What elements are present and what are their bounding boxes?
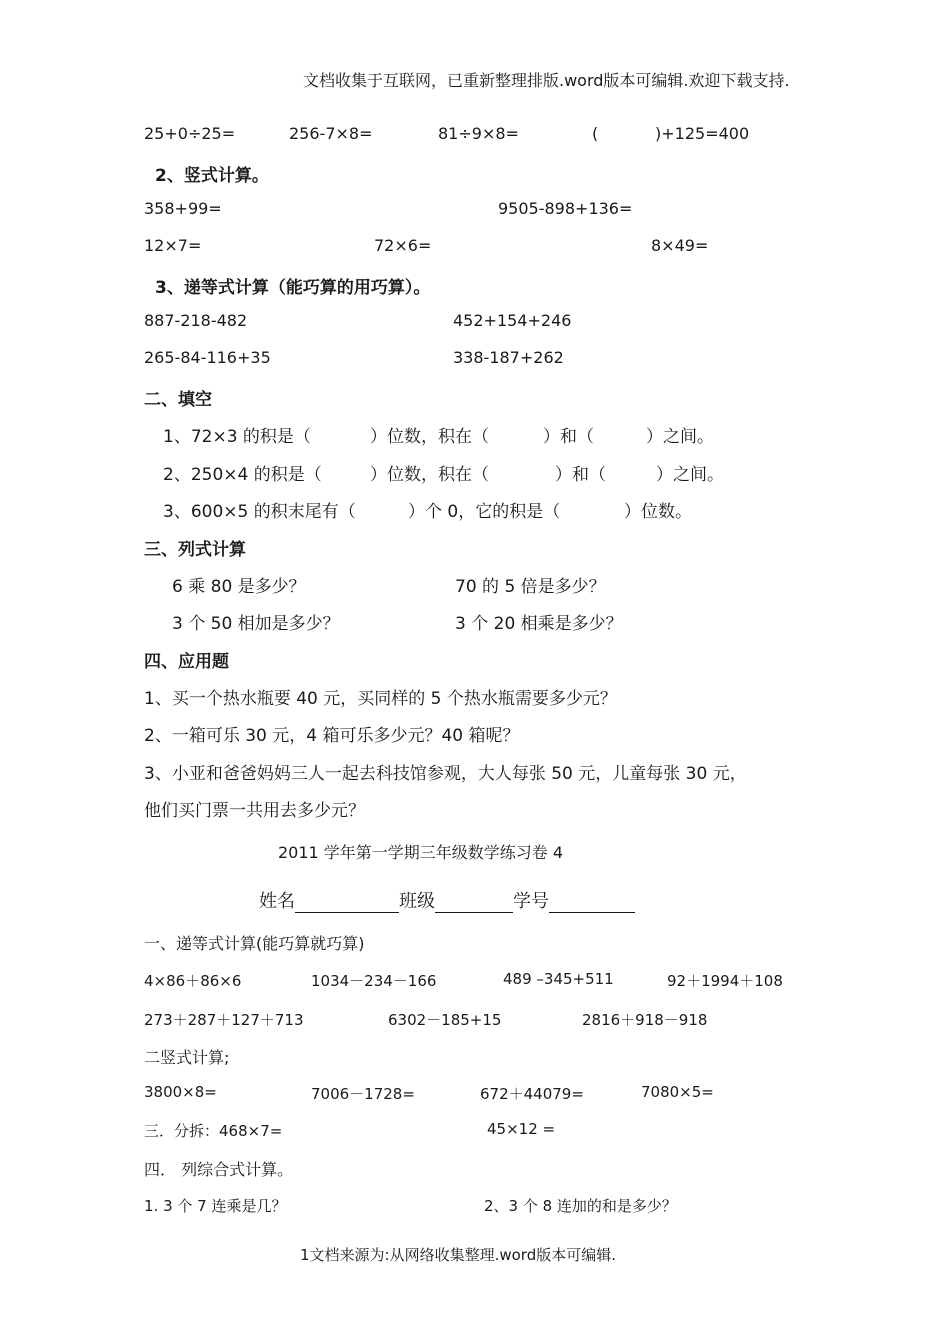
fill-item-2-part: 2、250×4 的积是（ — [163, 465, 322, 485]
formula-item: 6 乘 80 是多少？ — [172, 577, 306, 597]
fill-item-1-part: 1、72×3 的积是（ — [163, 427, 311, 447]
fill-item-3-part: 3、600×5 的积末尾有（ — [163, 502, 356, 522]
calc-item: 887-218-482 — [144, 311, 248, 330]
formula-item: 3 个 50 相加是多少？ — [172, 614, 340, 634]
section-title: 三．分拆：468×7= — [144, 1122, 283, 1140]
name-label: 姓名 — [259, 891, 295, 912]
fill-item-1-part: ）位数，积在（ — [370, 427, 489, 447]
section-title: 2、竖式计算。 — [155, 166, 269, 186]
section-title: 四． 列综合式计算。 — [144, 1160, 294, 1179]
section-title: 四、应用题 — [144, 652, 229, 672]
page-header: 文档收集于互联网，已重新整理排版.word版本可编辑.欢迎下载支持. — [303, 71, 790, 90]
id-label: 学号 — [513, 891, 549, 912]
section-title: 3、递等式计算（能巧算的用巧算）。 — [155, 278, 431, 298]
calc-item: 338-187+262 — [453, 348, 564, 367]
application-item: 他们买门票一共用去多少元？ — [144, 801, 365, 821]
calc-item: 358+99= — [144, 199, 222, 218]
calc-item: 6302－185+15 — [388, 1011, 502, 1029]
calc-item: 4×86＋86×6 — [144, 972, 242, 990]
calc-item: 12×7= — [144, 236, 202, 255]
class-label: 班级 — [399, 891, 435, 912]
calc-item: 92＋1994＋108 — [667, 972, 783, 990]
calc-item: 1034－234－166 — [311, 972, 437, 990]
formula-item: 2、3 个 8 连加的和是多少？ — [484, 1197, 677, 1215]
paper-title: 2011 学年第一学期三年级数学练习卷 4 — [278, 843, 564, 862]
application-item: 3、小亚和爸爸妈妈三人一起去科技馆参观，大人每张 50 元，儿童每张 30 元， — [144, 764, 747, 784]
fill-item-1-part: ）之间。 — [646, 427, 714, 447]
formula-item: 3 个 20 相乘是多少？ — [455, 614, 623, 634]
calc-item: 72×6= — [374, 236, 432, 255]
calc-item: 2816＋918－918 — [582, 1011, 708, 1029]
fill-item-3-part: ）个 0，它的积是（ — [408, 502, 561, 522]
calc-item: 273＋287＋127＋713 — [144, 1011, 304, 1029]
calc-item: 45×12 = — [487, 1120, 556, 1138]
calc-item: 3800×8= — [144, 1083, 217, 1101]
calc-item: 8×49= — [651, 236, 709, 255]
page-footer: 1文档来源为:从网络收集整理.word版本可编辑. — [300, 1246, 617, 1264]
calc-item: 672＋44079= — [480, 1085, 584, 1103]
fill-item-2-part: ）之间。 — [656, 465, 724, 485]
section-title: 二、填空 — [144, 390, 212, 410]
section-title: 二竖式计算; — [144, 1048, 230, 1067]
calc-item: )+125=400 — [655, 124, 750, 143]
fill-item-2-part: ）位数，积在（ — [370, 465, 489, 485]
fill-item-1-part: ）和（ — [543, 427, 594, 447]
fill-item-3-part: ）位数。 — [624, 502, 692, 522]
student-info-row — [259, 887, 635, 913]
fill-item-2-part: ）和（ — [555, 465, 606, 485]
calc-bracket-open: ( — [592, 124, 599, 143]
name-blank[interactable] — [295, 892, 399, 913]
calc-item: 9505-898+136= — [498, 199, 633, 218]
class-blank[interactable] — [435, 892, 513, 913]
calc-item: 7080×5= — [641, 1083, 714, 1101]
id-blank[interactable] — [549, 892, 635, 913]
formula-item: 70 的 5 倍是多少？ — [455, 577, 606, 597]
application-item: 2、一箱可乐 30 元，4 箱可乐多少元？40 箱呢？ — [144, 726, 520, 746]
section-title: 一、递等式计算(能巧算就巧算) — [144, 934, 365, 953]
calc-item: 452+154+246 — [453, 311, 572, 330]
calc-item: 7006－1728= — [311, 1085, 415, 1103]
calc-item: 256-7×8= — [289, 124, 373, 143]
calc-item: 81÷9×8= — [438, 124, 519, 143]
section-title: 三、列式计算 — [144, 540, 246, 560]
calc-item: 489 –345+511 — [503, 970, 614, 988]
application-item: 1、买一个热水瓶要 40 元，买同样的 5 个热水瓶需要多少元？ — [144, 689, 617, 709]
calc-item: 265-84-116+35 — [144, 348, 271, 367]
calc-item: 25+0÷25= — [144, 124, 236, 143]
formula-item: 1. 3 个 7 连乘是几？ — [144, 1197, 287, 1215]
